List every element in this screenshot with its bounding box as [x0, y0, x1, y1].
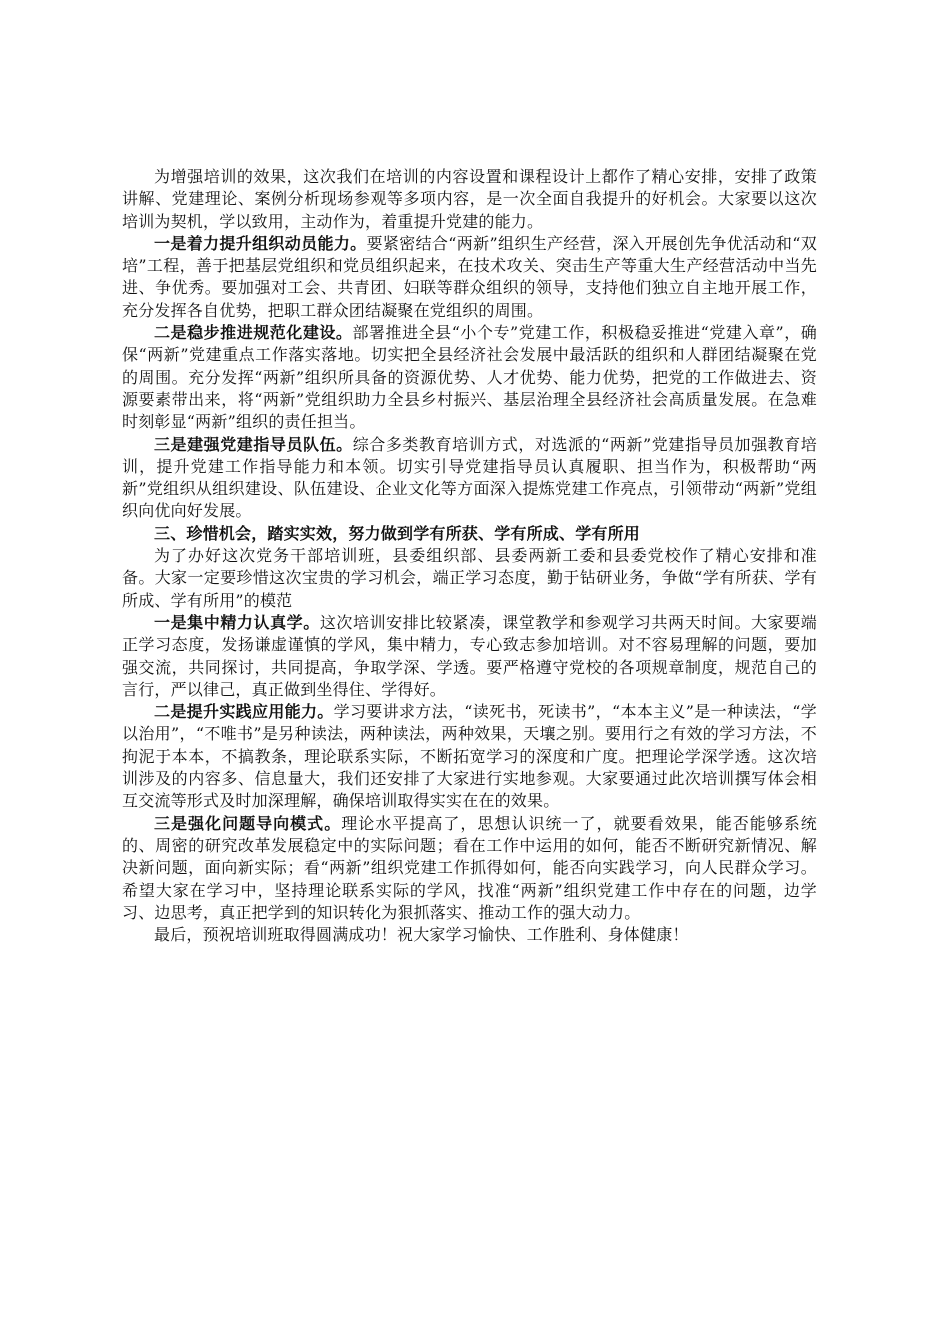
paragraph-instructors	[122, 434, 817, 523]
paragraph-mobilization	[122, 233, 817, 322]
paragraph-text: 为了办好这次党务干部培训班，县委组织部、县委两新工委和县委党校作了精心安排和准备。大家一定要珍惜这次宝贵的学习机会，端正学习态度，勤于钻研业务，争做“学有所获、学有所成、学有所用”的模范	[122, 546, 817, 610]
paragraph-text: 为增强培训的效果，这次我们在培训的内容设置和课程设计上都作了精心安排，安排了政策讲解、党建理论、案例分析现场参观等多项内容，是一次全面自我提升的好机会。大家要以这次培训为契机，学以致用，主动作为，着重提升党建的能力。	[122, 167, 817, 231]
paragraph-text: 要紧密结合“两新”组织生产经营，深入开展创先争优活动和“双培”工程，善于把基层党组织和党员组织起来，在技术攻关、突击生产等重大生产经营活动中当先进、争优秀。要加强对工会、共青团、妇联等群众组织的领导，支持他们独立自主地开展工作，充分发挥各自优势，把职工群众团结凝聚在党组织的周围。	[122, 233, 818, 320]
paragraph-text: 最后，预祝培训班取得圆满成功！祝大家学习愉快、工作胜利、身体健康！	[154, 925, 689, 945]
paragraph-intro	[122, 166, 817, 233]
paragraph-standardization	[122, 322, 817, 433]
paragraph-text: 综合多类教育培训方式，对选派的“两新”党建指导员加强教育培训，提升党建工作指导能力和本领。切实引导党建指导员认真履职、担当作为，积极帮助“两新”党组织从组织建设、队伍建设、企业文化等方面深入提炼党建工作亮点，引领带动“两新”党组织向优向好发展。	[122, 434, 817, 521]
paragraph-text: 部署推进全县“小个专”党建工作，积极稳妥推进“党建入章”，确保“两新”党建重点工作落实落地。切实把全县经济社会发展中最活跃的组织和人群团结凝聚在党的周围。充分发挥“两新”组织所具备的资源优势、人才优势、能力优势，把党的工作做进去、资源要素带出来，将“两新”党组织助力全县乡村振兴、基层治理全县经济社会高质量发展。在急难时刻彰显“两新”组织的责任担当。	[122, 323, 817, 432]
paragraph-text: 学习要讲求方法，“读死书，死读书”，“本本主义”是一种读法，“学以治用”，“不唯书”是另种读法，两种读法，两种效果，天壤之别。要用行之有效的学习方法，不拘泥于本本，不搞教条，理论联系实际，不断拓宽学习的深度和广度。把理论学深学透。这次培训涉及的内容多、信息量大，我们还安排了大家进行实地参观。大家要通过此次培训撰写体会相互交流等形式及时加深理解，确保培训取得实实在在的效果。	[122, 702, 817, 811]
paragraph-lead: 二是提升实践应用能力。	[154, 702, 334, 722]
paragraph-problem-oriented	[122, 813, 817, 924]
document-body	[122, 166, 817, 946]
paragraph-focus-study	[122, 612, 817, 701]
paragraph-lead: 一是着力提升组织动员能力。	[154, 233, 367, 253]
section-heading: 三、珍惜机会，踏实实效，努力做到学有所获、学有所成、学有所用	[154, 523, 641, 543]
paragraph-lead: 一是集中精力认真学。	[154, 612, 320, 632]
paragraph-text: 这次培训安排比较紧凑，课堂教学和参观学习共两天时间。大家要端正学习态度，发扬谦虚谨慎的学风，集中精力，专心致志参加培训。对不容易理解的问题，要加强交流，共同探讨，共同提高，争取学深、学透。要严格遵守党校的各项规章制度，规范自己的言行，严以律己，真正做到坐得住、学得好。	[122, 612, 817, 699]
paragraph-practice	[122, 701, 817, 812]
paragraph-lead: 三是建强党建指导员队伍。	[154, 434, 353, 454]
paragraph-lead: 二是稳步推进规范化建设。	[154, 323, 353, 343]
paragraph-closing	[122, 924, 817, 946]
paragraph-text: 理论水平提高了，思想认识统一了，就要看效果，能否能够系统的、周密的研究改革发展稳定中的实际问题；看在工作中运用的如何，能否不断研究新情况、解决新问题，面向新实际；看“两新”组织党建工作抓得如何，能否向实践学习，向人民群众学习。希望大家在学习中，坚持理论联系实际的学风，找准“两新”组织党建工作中存在的问题，边学习、边思考，真正把学到的知识转化为狠抓落实、推动工作的强大动力。	[122, 813, 817, 922]
paragraph-cherish-opportunity	[122, 545, 817, 612]
paragraph-lead: 三是强化问题导向模式。	[154, 813, 342, 833]
